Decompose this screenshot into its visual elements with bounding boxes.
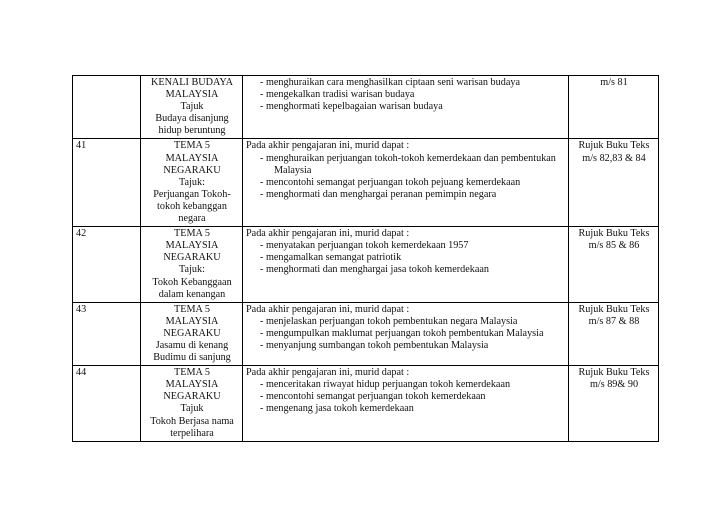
topic-line: hidup beruntung (158, 125, 226, 137)
objective-item: - mengumpulkan maklumat perjuangan tokoh pembentukan Malaysia (260, 327, 544, 339)
objective-item: - mencontohi semangat perjuangan tokoh kemerdekaan (260, 391, 486, 403)
week-cell: 43 (73, 302, 141, 365)
topic-cell (141, 366, 243, 442)
topic-line: Tajuk: (179, 264, 205, 276)
week-cell: 42 (73, 227, 141, 303)
lesson-plan-table (72, 75, 659, 442)
reference-line: m/s 87 & 88 (588, 315, 640, 327)
topic-line: Tajuk (180, 403, 204, 415)
objectives-heading: Pada akhir pengajaran ini, murid dapat : (246, 367, 410, 379)
objectives-cell (243, 139, 569, 227)
objective-item: - menghuraikan cara menghasilkan ciptaan seni warisan budaya (260, 77, 520, 88)
topic-line: Perjuangan Tokoh- (153, 188, 231, 200)
objective-item: - menyatakan perjuangan tokoh kemerdekaan 1957 (260, 240, 469, 252)
reference-line: m/s 82,83 & 84 (582, 152, 646, 164)
topic-line: TEMA 5 (174, 228, 210, 240)
objective-item: - mengekalkan tradisi warisan budaya (260, 89, 415, 101)
table-row (73, 302, 659, 365)
objective-item: - menghormati kepelbagaian warisan budaya (260, 101, 443, 113)
topic-line: MALAYSIA (165, 152, 219, 164)
objective-item: - menghormati dan menghargai peranan pemimpin negara (260, 188, 497, 200)
objective-item: - mengenang jasa tokoh kemerdekaan (260, 403, 414, 415)
reference-cell (569, 366, 659, 442)
reference-line: m/s 85 & 86 (588, 240, 640, 252)
week-cell: 44 (73, 366, 141, 442)
objectives-heading: Pada akhir pengajaran ini, murid dapat : (246, 303, 410, 315)
topic-line: TEMA 5 (174, 140, 210, 152)
topic-cell (141, 76, 243, 139)
topic-line: NEGARAKU (163, 164, 221, 176)
reference-cell (569, 76, 659, 139)
week-cell: 41 (73, 139, 141, 227)
week-cell (73, 76, 141, 139)
topic-line: terpelihara (170, 427, 214, 439)
objective-item: - menghuraikan perjuangan tokoh-tokoh kemerdekaan dan pembentukan (260, 152, 556, 164)
reference-line: m/s 89& 90 (589, 379, 639, 391)
objective-item: - menjelaskan perjuangan tokoh pembentukan negara Malaysia (260, 315, 518, 327)
topic-line: KENALI BUDAYA (151, 77, 233, 88)
topic-cell (141, 302, 243, 365)
objective-item: - mencontohi semangat perjuangan tokoh pejuang kemerdekaan (260, 176, 521, 188)
topic-line: MALAYSIA (165, 379, 219, 391)
topic-line: Tajuk (180, 101, 204, 113)
topic-line: Jasamu di kenang (155, 339, 229, 351)
objective-item: - menghormati dan menghargai jasa tokoh kemerdekaan (260, 264, 489, 276)
topic-line: MALAYSIA (165, 89, 219, 101)
objectives-heading: Pada akhir pengajaran ini, murid dapat : (246, 228, 410, 240)
topic-line: dalam kenangan (158, 288, 226, 300)
topic-cell (141, 139, 243, 227)
objectives-heading: Pada akhir pengajaran ini, murid dapat : (246, 140, 410, 152)
reference-cell (569, 227, 659, 303)
table-row (73, 76, 659, 139)
topic-line: NEGARAKU (163, 327, 221, 339)
topic-line: TEMA 5 (174, 367, 210, 379)
topic-line: NEGARAKU (163, 252, 221, 264)
reference-cell (569, 302, 659, 365)
reference-line: Rujuk Buku Teks (578, 367, 650, 379)
table-row (73, 366, 659, 442)
topic-line: MALAYSIA (165, 240, 219, 252)
reference-cell (569, 139, 659, 227)
objectives-cell (243, 302, 569, 365)
reference-line: m/s 81 (600, 77, 628, 88)
lesson-plan-body (73, 76, 659, 442)
topic-line: Tajuk: (179, 176, 205, 188)
topic-line: Tokoh Kebanggaan (152, 276, 232, 288)
topic-line: negara (178, 213, 206, 225)
objectives-cell (243, 76, 569, 139)
topic-line: TEMA 5 (174, 303, 210, 315)
reference-line: Rujuk Buku Teks (578, 140, 650, 152)
topic-line: Budimu di sanjung (153, 352, 231, 364)
topic-line: Tokoh Berjasa nama (150, 415, 234, 427)
objectives-cell (243, 227, 569, 303)
objective-item: Malaysia (274, 164, 312, 176)
objective-item: - menyanjung sumbangan tokoh pembentukan Malaysia (260, 339, 489, 351)
objective-item: - mengamalkan semangat patriotik (260, 252, 402, 264)
objectives-cell (243, 366, 569, 442)
topic-line: MALAYSIA (165, 315, 219, 327)
topic-line: NEGARAKU (163, 391, 221, 403)
reference-line: Rujuk Buku Teks (578, 228, 650, 240)
table-row (73, 227, 659, 303)
topic-line: tokoh kebanggan (157, 200, 227, 212)
objective-item: - menceritakan riwayat hidup perjuangan tokoh kemerdekaan (260, 379, 511, 391)
table-row (73, 139, 659, 227)
reference-line: Rujuk Buku Teks (578, 303, 650, 315)
topic-line: Budaya disanjung (155, 113, 229, 125)
topic-cell (141, 227, 243, 303)
